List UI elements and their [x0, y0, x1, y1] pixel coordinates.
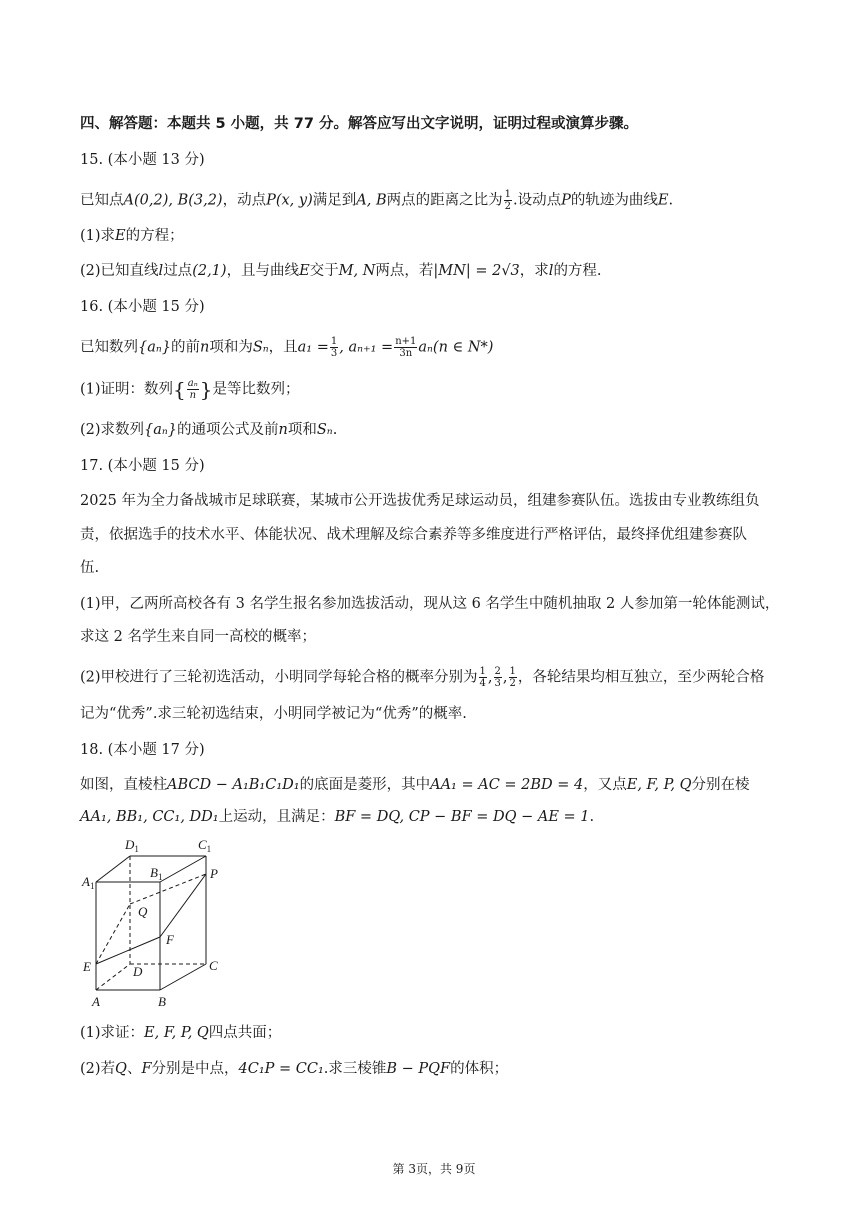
math: E — [299, 263, 310, 279]
math: AA₁, BB₁, CC₁, DD₁ — [80, 809, 219, 825]
text: 分别在棱 — [691, 777, 750, 793]
numerator: 1 — [504, 189, 511, 200]
text: 四点共面； — [208, 1025, 282, 1041]
label-a1: $A_1$ — [82, 874, 95, 891]
text: 的体积； — [450, 1061, 509, 1077]
math: E, F, P, Q — [144, 1025, 209, 1041]
math: n — [199, 339, 210, 356]
edge-a-d — [96, 964, 130, 990]
q15-stem — [80, 189, 673, 212]
math: ABCD − A₁B₁C₁D₁ — [167, 777, 300, 793]
math: M, N — [338, 263, 376, 279]
q17-stem-line2: 责，依据选手的技术水平、体能状况、战术理解及综合素养等多维度进行严格评估，最终择优组建参赛队 — [80, 527, 747, 543]
text: (1)求 — [80, 228, 116, 244]
fraction — [187, 378, 199, 401]
text: (2)已知直线 — [80, 263, 159, 279]
math: Sₙ — [252, 339, 269, 356]
q15-part2 — [80, 261, 602, 281]
label-b: B — [158, 994, 166, 1009]
q17-part2-line2: 记为“优秀”.求三轮初选结束，小明同学被记为“优秀”的概率. — [80, 706, 467, 722]
numerator: 1 — [330, 336, 338, 347]
text: ，各轮结果均相互独立，至少两轮合格 — [517, 669, 765, 686]
math: AA₁ = AC = 2BD = 4 — [430, 777, 584, 793]
math: BF = DQ, CP − BF = DQ − AE = 1 — [334, 809, 590, 825]
label-c1: $C_1$ — [198, 837, 212, 854]
prism-labels — [81, 837, 218, 1009]
q17-stem-line3: 伍. — [80, 560, 100, 576]
text: (1)证明：数列 — [80, 381, 174, 398]
text: 的轨迹为曲线 — [570, 192, 658, 209]
q16-part2 — [80, 420, 337, 440]
text: 满足到 — [312, 192, 357, 209]
q18-heading: 18. (本小题 17 分) — [80, 742, 205, 758]
fraction — [509, 666, 517, 689]
math: (2,1) — [192, 263, 227, 279]
denominator: 3 — [330, 348, 338, 359]
fraction — [330, 336, 338, 359]
text: 两点，若 — [375, 263, 434, 279]
q17-heading: 17. (本小题 15 分) — [80, 458, 205, 474]
math: l — [548, 263, 554, 279]
text: ，动点 — [222, 192, 267, 209]
text: 的方程； — [125, 228, 184, 244]
math: , aₙ₊₁ = — [339, 339, 394, 356]
text: 是等比数列； — [212, 381, 300, 398]
math: P — [561, 192, 571, 209]
math: aₙ(n ∈ N*) — [418, 339, 494, 356]
q18-stem-line1 — [80, 775, 750, 795]
label-a: A — [92, 994, 100, 1009]
text: 过点 — [163, 263, 193, 279]
text: 交于 — [309, 263, 339, 279]
fraction — [479, 666, 487, 689]
edge-a1-d1 — [96, 856, 130, 882]
segment-e-q — [96, 904, 130, 964]
math: A(0,2), B(3,2) — [123, 192, 223, 209]
prism-figure — [78, 834, 228, 1014]
text: (2)甲校进行了三轮初选活动，小明同学每轮合格的概率分别为 — [80, 669, 478, 686]
label-f: F — [166, 932, 174, 947]
text: (2)若 — [80, 1061, 116, 1077]
label-p: P — [210, 866, 218, 881]
q15-heading: 15. (本小题 13 分) — [80, 152, 205, 168]
text: ，且 — [268, 339, 298, 356]
text: 的通项公式及前 — [177, 422, 279, 438]
label-d: D — [133, 964, 143, 979]
math: Q — [115, 1061, 127, 1077]
label-q: Q — [138, 904, 148, 919]
text: . — [332, 422, 338, 438]
q16-part1 — [80, 378, 300, 401]
numerator: 2 — [494, 666, 501, 677]
label-d1: $D_1$ — [125, 837, 139, 854]
denominator: 3 — [494, 678, 501, 689]
q17-part1-line2: 求这 2 名学生来自同一高校的概率； — [80, 629, 316, 645]
q16-stem — [80, 336, 493, 359]
text: 已知数列 — [80, 339, 138, 356]
math: 4C₁P = CC₁ — [238, 1061, 324, 1077]
math: P(x, y) — [266, 192, 313, 209]
text: 如图，直棱柱 — [80, 777, 167, 793]
denominator: 2 — [509, 678, 516, 689]
text: . — [589, 809, 595, 825]
denominator: 4 — [479, 678, 486, 689]
page-footer: 第 3页，共 9页 — [392, 1162, 476, 1176]
text: 项和 — [287, 422, 317, 438]
q18-part1 — [80, 1023, 281, 1043]
text: ，又点 — [583, 777, 627, 793]
q15-part1 — [80, 226, 184, 246]
text: (2)求数列 — [80, 422, 145, 438]
q17-stem-line1: 2025 年为全力备战城市足球联赛，某城市公开选拔优秀足球运动员，组建参赛队伍。选拔由专业教练组负 — [80, 493, 760, 509]
math: E — [115, 228, 126, 244]
brace-left: { — [173, 377, 186, 402]
denominator: n — [189, 390, 197, 401]
section-header: 四、解答题：本题共 5 小题，共 77 分。解答应写出文字说明，证明过程或演算步骤。 — [80, 116, 638, 132]
text: 的底面是菱形，其中 — [299, 777, 431, 793]
math: |MN| = 2√3 — [433, 263, 520, 279]
math: A, B — [356, 192, 387, 209]
text: (1)求证： — [80, 1025, 145, 1041]
label-e: E — [83, 959, 91, 974]
text: ，且与曲线 — [226, 263, 300, 279]
q18-part2 — [80, 1059, 508, 1079]
q18-stem-line2 — [80, 807, 594, 827]
math: F — [141, 1061, 152, 1077]
math: B − PQF — [386, 1061, 451, 1077]
numerator: 1 — [479, 666, 486, 677]
text: 分别是中点， — [151, 1061, 239, 1077]
math: n — [278, 422, 288, 438]
denominator: 3n — [399, 348, 413, 359]
numerator: aₙ — [187, 378, 198, 389]
math: E, F, P, Q — [626, 777, 692, 793]
text: .求三棱锥 — [323, 1061, 387, 1077]
fraction — [504, 189, 512, 212]
text: 两点的距离之比为 — [386, 192, 503, 209]
text: ，求 — [519, 263, 549, 279]
brace-right: } — [199, 377, 213, 402]
math: {aₙ} — [138, 339, 171, 356]
math: E — [657, 192, 669, 209]
text: 的方程. — [553, 263, 602, 279]
edge-c1-b1 — [160, 856, 206, 882]
q17-part1-line1: (1)甲，乙两所高校各有 3 名学生报名参加选拔活动，现从这 6 名学生中随机抽取 2 人参加第一轮体能测试， — [80, 596, 780, 612]
q17-part2-line1: (2)甲校进行了三轮初选活动，小明同学每轮合格的概率分别为 $\frac{1}{4}$ , $\frac{2}{3}$ , $\frac{1}{2}$ ，各轮结果均相互独立，至少两轮合格 — [80, 666, 765, 689]
fraction — [494, 666, 502, 689]
fraction — [394, 336, 417, 359]
math: l — [158, 263, 164, 279]
text: 上运动，且满足： — [218, 809, 335, 825]
numerator: 1 — [509, 666, 516, 677]
numerator: n+1 — [395, 336, 417, 347]
segment-e-f — [96, 937, 160, 964]
q16-heading: 16. (本小题 15 分) — [80, 299, 205, 315]
text: . — [668, 192, 674, 209]
math: Sₙ — [316, 422, 333, 438]
math: a₁ = — [297, 339, 329, 356]
text: 已知点 — [80, 192, 124, 209]
label-b1: $B_1$ — [150, 865, 163, 882]
text: 的前 — [170, 339, 200, 356]
text: 项和为 — [209, 339, 253, 356]
text: 、 — [126, 1061, 142, 1077]
text: .设动点 — [513, 192, 562, 209]
edge-b-c — [160, 964, 206, 990]
math: {aₙ} — [144, 422, 178, 438]
denominator: 2 — [504, 201, 511, 212]
label-c: C — [209, 958, 218, 973]
